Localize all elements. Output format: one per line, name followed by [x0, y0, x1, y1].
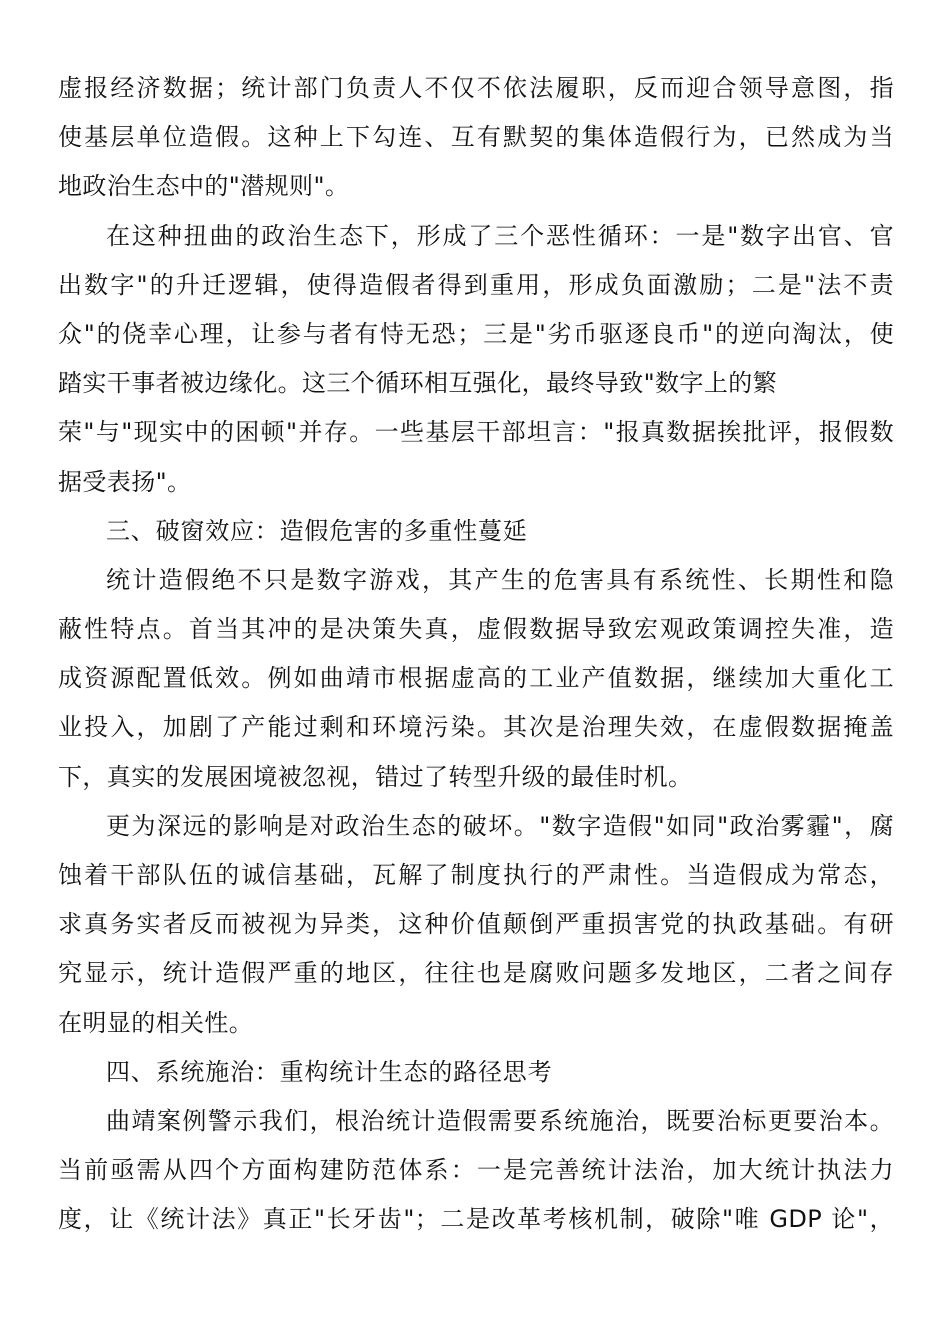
paragraph-5: [58, 1097, 894, 1245]
text-line: 蚀着干部队伍的诚信基础，瓦解了制度执行的严肃性。当造假成为常态，: [58, 861, 894, 889]
paragraph-1: [58, 64, 894, 212]
paragraph-3: [58, 556, 894, 802]
text-line: 使基层单位造假。这种上下勾连、互有默契的集体造假行为，已然成为当: [58, 123, 894, 152]
paragraph-2: [58, 212, 894, 507]
text-line: 据受表扬"。: [58, 467, 192, 496]
paragraph-4: [58, 802, 894, 1048]
section-heading-4: [58, 1048, 894, 1097]
text-line: 业投入，加剧了产能过剩和环境污染。其次是治理失效，在虚假数据掩盖: [58, 713, 894, 742]
text-line: 成资源配置低效。例如曲靖市根据虚高的工业产值数据，继续加大重化工: [58, 664, 894, 693]
document-page: [58, 64, 894, 1245]
text-line: 度，让《统计法》真正"长牙齿"；二是改革考核机制，破除"唯 GDP 论"，: [58, 1205, 894, 1234]
text-line: 在这种扭曲的政治生态下，形成了三个恶性循环：一是"数字出官、官: [106, 221, 894, 250]
text-line: 地政治生态中的"潜规则"。: [58, 172, 350, 201]
text-line: 虚报经济数据；统计部门负责人不仅不依法履职，反而迎合领导意图，指: [58, 74, 894, 102]
text-line: 当前亟需从四个方面构建防范体系：一是完善统计法治，加大统计执法力: [58, 1156, 894, 1185]
text-line: 踏实干事者被边缘化。这三个循环相互强化，最终导致"数字上的繁: [58, 369, 778, 398]
section-heading-3: [58, 507, 894, 556]
text-line: 曲靖案例警示我们，根治统计造假需要系统施治，既要治标更要治本。: [106, 1106, 894, 1135]
text-line: 在明显的相关性。: [58, 1008, 254, 1037]
text-line: 求真务实者反而被视为异类，这种价值颠倒严重损害党的执政基础。有研: [58, 910, 894, 939]
text-line: 究显示，统计造假严重的地区，往往也是腐败问题多发地区，二者之间存: [58, 959, 894, 988]
text-line: 更为深远的影响是对政治生态的破坏。"数字造假"如同"政治雾霾"，腐: [106, 811, 894, 840]
text-line: 蔽性特点。首当其冲的是决策失真，虚假数据导致宏观政策调控失准，造: [58, 615, 894, 644]
text-line: 出数字"的升迁逻辑，使得造假者得到重用，形成负面激励；二是"法不责: [58, 270, 894, 299]
text-line: 荣"与"现实中的困顿"并存。一些基层干部坦言："报真数据挨批评，报假数: [58, 418, 894, 447]
section-heading: 三、破窗效应：造假危害的多重性蔓延: [106, 516, 528, 545]
text-line: 下，真实的发展困境被忽视，错过了转型升级的最佳时机。: [58, 762, 693, 791]
text-line: 众"的侥幸心理，让参与者有恃无恐；三是"劣币驱逐良币"的逆向淘汰，使: [58, 319, 894, 348]
section-heading: 四、系统施治：重构统计生态的路径思考: [106, 1057, 553, 1086]
text-line: 统计造假绝不只是数字游戏，其产生的危害具有系统性、长期性和隐: [106, 565, 894, 594]
